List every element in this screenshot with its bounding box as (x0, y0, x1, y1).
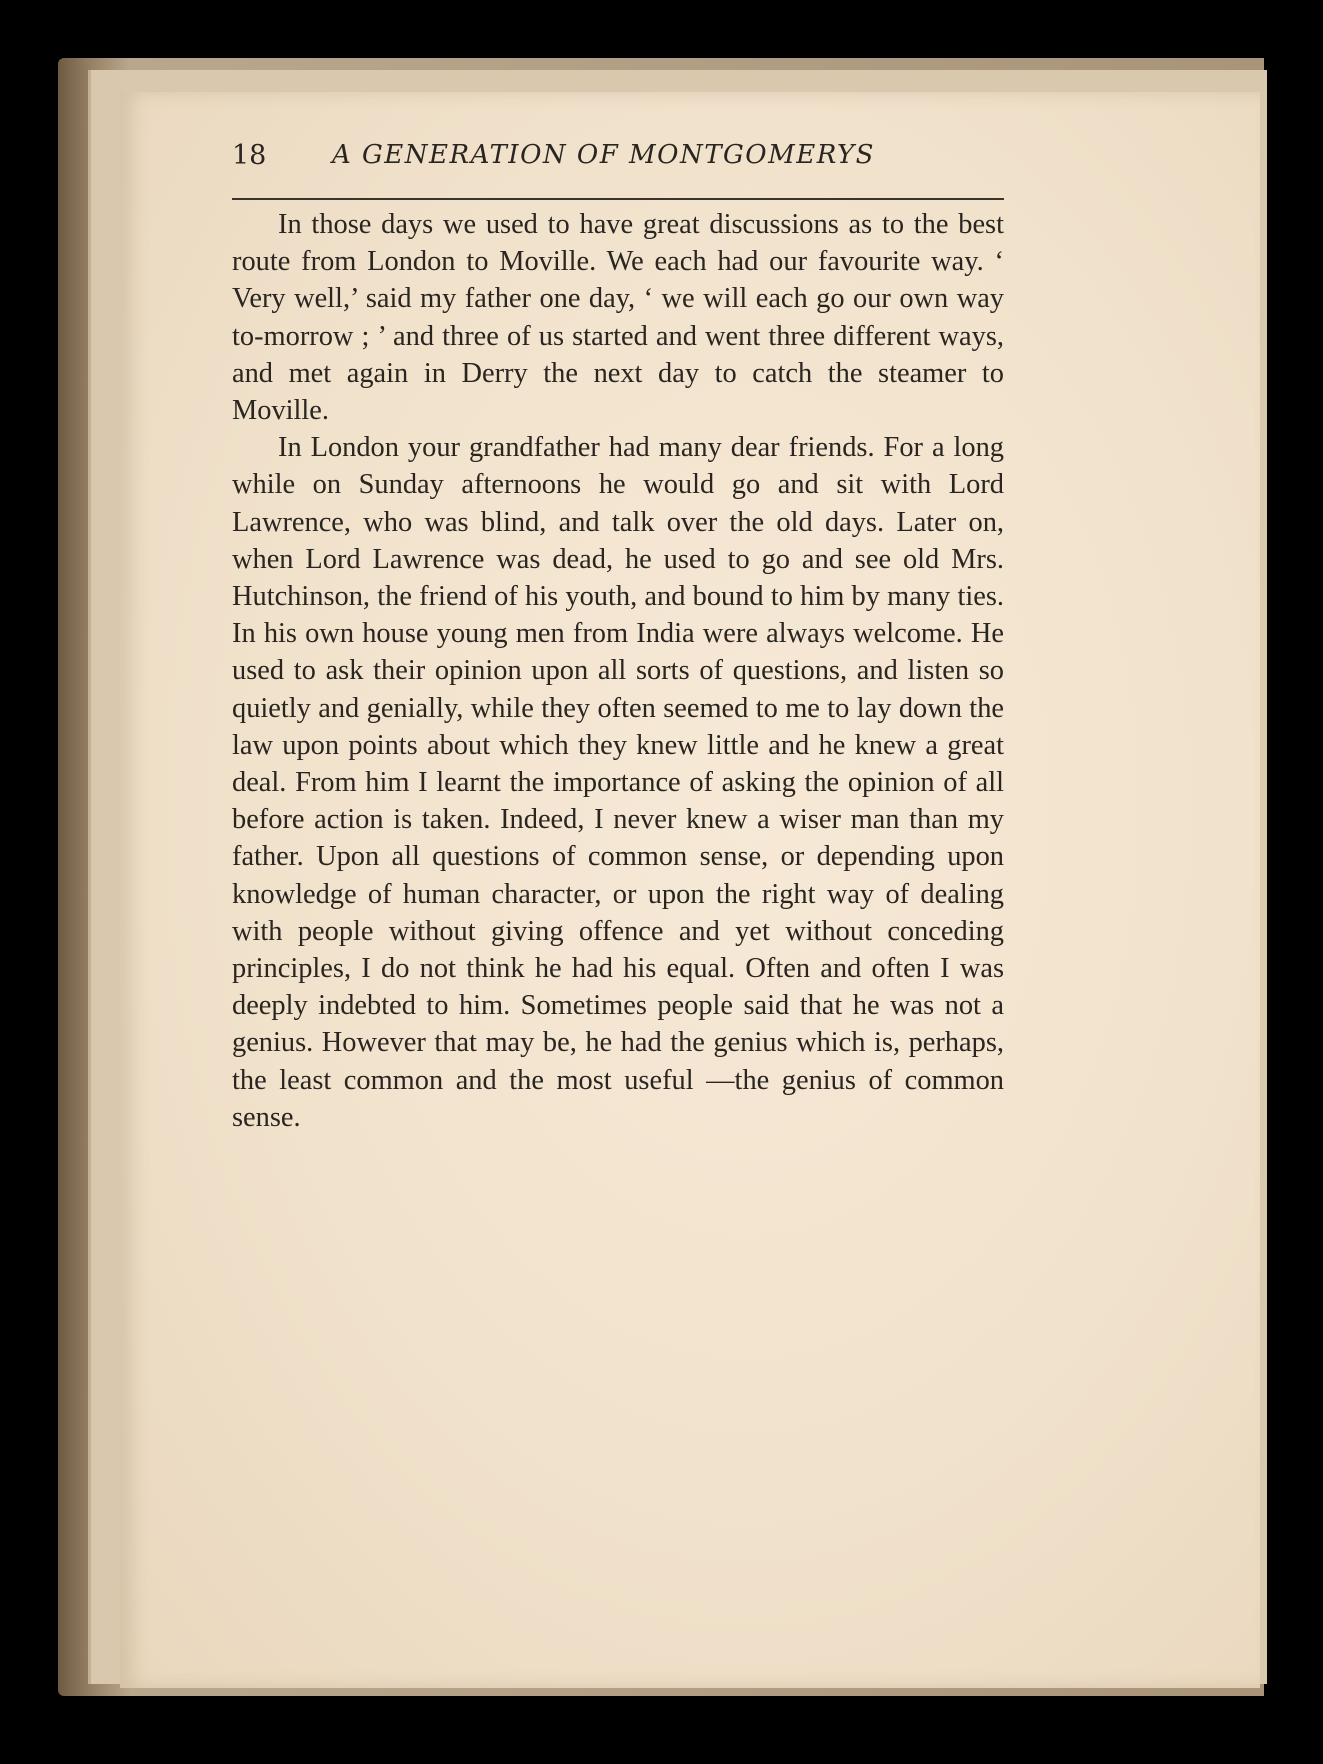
page-header (232, 140, 1004, 188)
running-title: A GENERATION OF MONTGOMERYS (332, 140, 875, 170)
header-rule (232, 198, 1004, 200)
page-number: 18 (232, 140, 267, 171)
paragraph: In those days we used to have great discussions as to the best route from London to Moville. We each had our favourite way. ‘ Very well,’ said my father one day, ‘ we will each go our own way to-morrow ; ’ and three of us started and went three different ways, and met again in Derry the next day to catch the steamer to Moville. (232, 209, 1004, 427)
body-text (232, 206, 1004, 1136)
paragraph: In London your grandfather had many dear friends. For a long while on Sunday afternoons he would go and sit with Lord Lawrence, who was blind, and talk over the old days. Later on, when Lord Lawrence was dead, he used to go and see old Mrs. Hutchinson, the friend of his youth, and bound to him by many ties. In his own house young men from India were always welcome. He used to ask their opinion upon all sorts of questions, and listen so quietly and genially, while they often seemed to me to lay down the law upon points about which they knew little and he knew a great deal. From him I learnt the importance of asking the opinion of all before action is taken. Indeed, I never knew a wiser man than my father. Upon all questions of common sense, or depending upon knowledge of human character, or upon the right way of dealing with people without giving offence and yet without conceding principles, I do not think he had his equal. Often and often I was deeply indebted to him. Sometimes people said that he was not a genius. However that may be, he had the genius which is, perhaps, the least common and the most useful —the genius of common sense. (232, 432, 1004, 1133)
